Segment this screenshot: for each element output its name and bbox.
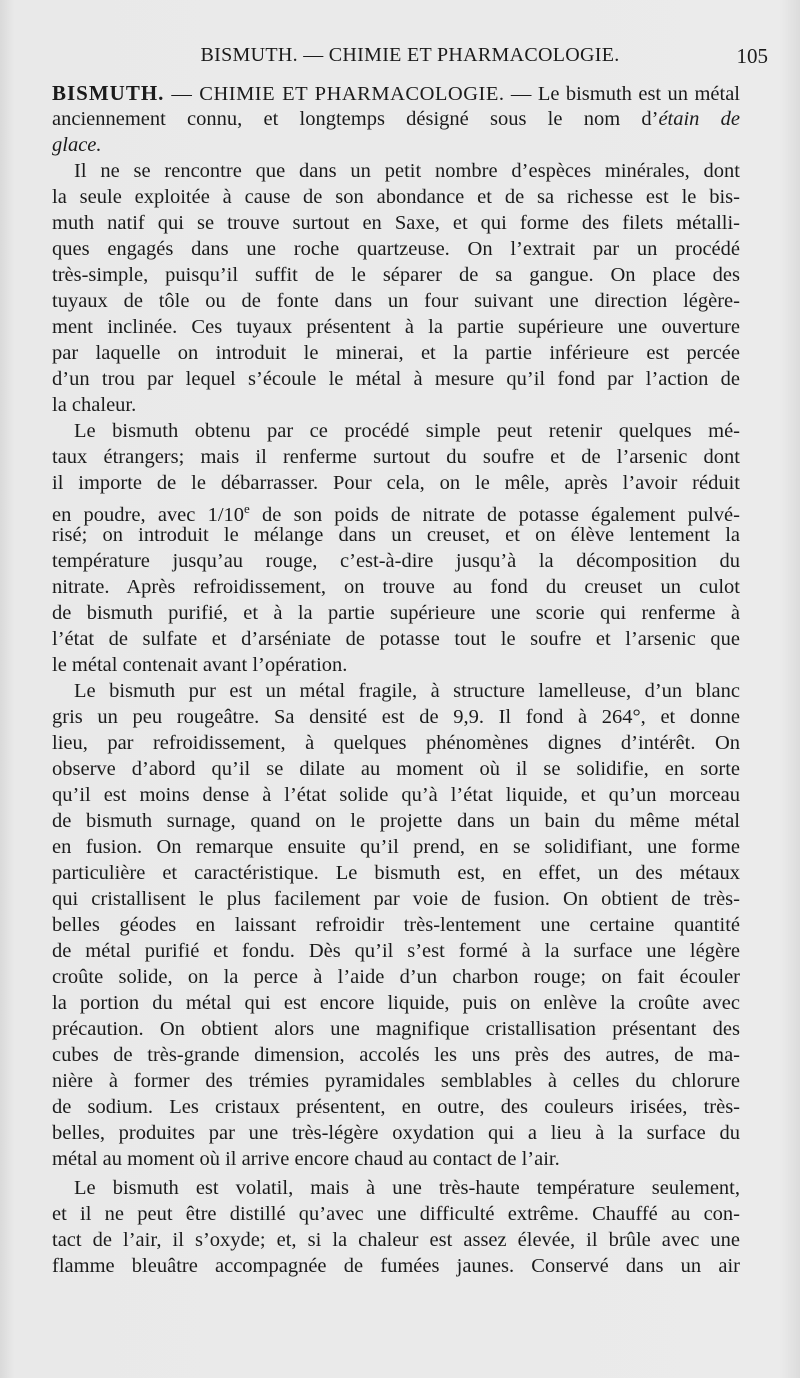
text-line: en fusion. On remarque ensuite qu’il prend, en se solidifiant, une forme [52, 836, 740, 858]
text-line: l’état de sulfate et d’arséniate de potasse tout le soufre et l’arsenic que [52, 628, 740, 650]
text-line: d’un trou par lequel s’écoule le métal à mesure qu’il fond par l’action de [52, 368, 740, 390]
text-line: observe d’abord qu’il se dilate au moment où il se solidifie, en sorte [52, 758, 740, 780]
running-title: BISMUTH. — CHIMIE ET PHARMACOLOGIE. [200, 44, 620, 66]
text-line: Il ne se rencontre que dans un petit nombre d’espèces minérales, dont [74, 160, 740, 182]
text-line: gris un peu rougeâtre. Sa densité est de 9,9. Il fond à 264°, et donne [52, 706, 740, 728]
text-line: de bismuth purifié, et à la partie supérieure une scorie qui renferme à [52, 602, 740, 624]
text-line: belles géodes en laissant refroidir très-lentement une certaine quantité [52, 914, 740, 936]
text-line: croûte solide, on la perce à l’aide d’un charbon rouge; on fait écouler [52, 966, 740, 988]
text-line: précaution. On obtient alors une magnifique cristallisation présentant des [52, 1018, 740, 1040]
text-line: le métal contenait avant l’opération. [52, 654, 348, 676]
text-line: cubes de très-grande dimension, accolés les uns près des autres, de ma- [52, 1044, 740, 1066]
text-line: risé; on introduit le mélange dans un creuset, et on élève lentement la [52, 524, 740, 546]
text-line: tuyaux de tôle ou de fonte dans un four suivant une direction légère- [52, 290, 740, 312]
text-line: il importe de le débarrasser. Pour cela, on le mêle, après l’avoir réduit [52, 472, 740, 494]
text-line: qu’il est moins dense à l’état solide qu’à l’état liquide, et qu’un morceau [52, 784, 740, 806]
article-body [52, 80, 740, 1279]
text-line: de métal purifié et fondu. Dès qu’il s’est formé à la surface une légère [52, 940, 740, 962]
text-line: la chaleur. [52, 394, 137, 416]
text-line: taux étrangers; mais il renferme surtout du soufre et de l’arsenic dont [52, 446, 740, 468]
text-line: particulière et caractéristique. Le bismuth est, en effet, un des métaux [52, 862, 740, 884]
text-line: nitrate. Après refroidissement, on trouve au fond du creuset un culot [52, 576, 740, 598]
superscript: e [244, 501, 250, 516]
text-line: qui cristallisent le plus facilement par voie de fusion. On obtient de très- [52, 888, 740, 910]
text-line: la seule exploitée à cause de son abondance et de sa richesse est le bis- [52, 186, 740, 208]
text-line: ment inclinée. Ces tuyaux présentent à la partie supérieure une ouverture [52, 316, 740, 338]
text-line: la portion du métal qui est encore liquide, puis on enlève la croûte avec [52, 992, 740, 1014]
text-line: Le bismuth obtenu par ce procédé simple peut retenir quelques mé- [74, 420, 740, 442]
text-line: et il ne peut être distillé qu’avec une difficulté extrême. Chauffé au con- [52, 1203, 740, 1225]
entry-heading: BISMUTH. [52, 81, 165, 105]
text-line: de bismuth surnage, quand on le projette dans un bain du même métal [52, 810, 740, 832]
text-line: en poudre, avec 1/10e de son poids de nitrate de potasse également pulvé- [52, 501, 740, 526]
text-line: de sodium. Les cristaux présentent, en outre, des couleurs irisées, très- [52, 1096, 740, 1118]
text-line: nière à former des trémies pyramidales semblables à celles du chlorure [52, 1070, 740, 1092]
text-line: métal au moment où il arrive encore chaud au contact de l’air. [52, 1148, 560, 1170]
running-header [52, 44, 768, 74]
text-line: anciennement connu, et longtemps désigné sous le nom d’étain de [52, 108, 740, 130]
text-line: ques engagés dans une roche quartzeuse. On l’extrait par un procédé [52, 238, 740, 260]
text-line [52, 80, 740, 106]
entry-text: — Le bismuth est un métal [504, 83, 740, 105]
text-line: lieu, par refroidissement, à quelques phénomènes dignes d’intérêt. On [52, 732, 740, 754]
text-line: Le bismuth est volatil, mais à une très-haute température seulement, [74, 1177, 740, 1199]
page-number: 105 [736, 44, 768, 68]
text-line: Le bismuth pur est un métal fragile, à structure lamelleuse, d’un blanc [74, 680, 740, 702]
text-line: très-simple, puisqu’il suffit de le séparer de sa gangue. On place des [52, 264, 740, 286]
entry-subject: — CHIMIE ET PHARMACOLOGIE. [164, 83, 505, 105]
text-line: température jusqu’au rouge, c’est-à-dire jusqu’à la décomposition du [52, 550, 740, 572]
text-line: glace. [52, 134, 102, 156]
text-line: flamme bleuâtre accompagnée de fumées jaunes. Conservé dans un air [52, 1255, 740, 1277]
text-line: tact de l’air, il s’oxyde; et, si la chaleur est assez élevée, il brûle avec une [52, 1229, 740, 1251]
italic-term: étain de [658, 108, 740, 130]
text-line: belles, produites par une très-légère oxydation qui a lieu à la surface du [52, 1122, 740, 1144]
text-line: muth natif qui se trouve surtout en Saxe, et qui forme des filets métalli- [52, 212, 740, 234]
text-line: par laquelle on introduit le minerai, et la partie inférieure est percée [52, 342, 740, 364]
